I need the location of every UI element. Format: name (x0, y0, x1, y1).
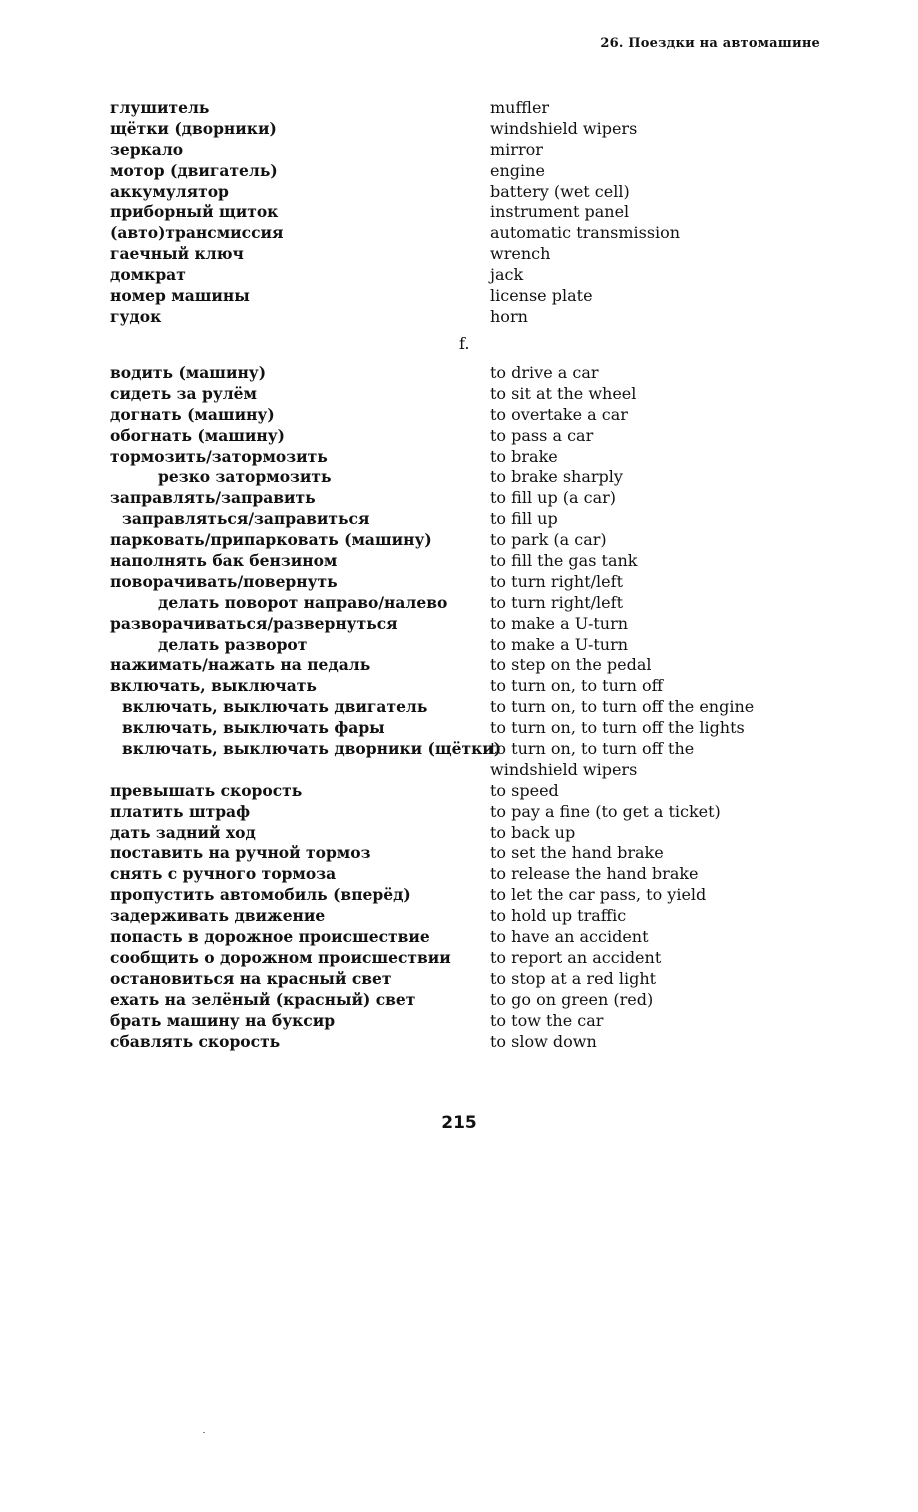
russian-term: пропустить автомобиль (вперёд) (110, 885, 411, 905)
russian-term: щётки (дворники) (110, 118, 277, 138)
vocab-row (110, 864, 810, 885)
russian-term: нажимать/нажать на педаль (110, 655, 371, 675)
english-term: mirror (490, 139, 543, 159)
russian-term: сообщить о дорожном происшествии (110, 947, 451, 967)
russian-term: номер машины (110, 286, 250, 306)
english-term: to tow the car (490, 1010, 604, 1030)
russian-term: снять с ручного тормоза (110, 864, 337, 884)
english-term: to speed (490, 780, 559, 800)
english-term: to fill up (a car) (490, 488, 617, 508)
vocab-row (110, 614, 810, 635)
russian-term: ехать на зелёный (красный) свет (110, 989, 416, 1009)
english-term: to go on green (red) (490, 989, 654, 1009)
english-term: to release the hand brake (490, 864, 699, 884)
vocab-row (110, 739, 810, 760)
vocab-row (110, 405, 810, 426)
vocab-row (110, 244, 810, 265)
car-parts-vocabulary-list (110, 98, 810, 328)
vocab-row (110, 140, 810, 161)
vocab-row (110, 697, 810, 718)
russian-term: зеркало (110, 139, 184, 159)
russian-term: включать, выключать фары (122, 718, 385, 738)
russian-term: делать поворот направо/налево (158, 592, 448, 612)
vocab-row (110, 223, 810, 244)
russian-term: превышать скорость (110, 780, 303, 800)
vocab-row (110, 802, 810, 823)
vocab-row (110, 530, 810, 551)
english-term: windshield wipers (490, 118, 638, 138)
russian-term: гудок (110, 306, 162, 326)
vocab-row (110, 202, 810, 223)
vocab-row (110, 823, 810, 844)
english-term: engine (490, 160, 545, 180)
vocab-row (110, 265, 810, 286)
english-term: to park (a car) (490, 530, 607, 550)
russian-term: аккумулятор (110, 181, 229, 201)
english-term: to pay a fine (to get a ticket) (490, 801, 721, 821)
vocab-row (110, 635, 810, 656)
page-number: 215 (441, 1113, 477, 1133)
russian-term: поставить на ручной тормоз (110, 843, 371, 863)
vocab-row (110, 906, 810, 927)
russian-term: сбавлять скорость (110, 1031, 281, 1051)
russian-term: приборный щиток (110, 202, 279, 222)
english-term: to fill up (490, 509, 558, 529)
english-term: to drive a car (490, 363, 599, 382)
vocab-row (110, 927, 810, 948)
vocab-row (110, 467, 810, 488)
russian-term: дать задний ход (110, 822, 256, 842)
vocab-row (110, 447, 810, 468)
russian-term: наполнять бак бензином (110, 551, 338, 571)
vocab-row (110, 363, 810, 384)
english-term: to turn on, to turn off the (490, 739, 695, 759)
english-term: license plate (490, 286, 593, 306)
russian-term: водить (машину) (110, 363, 267, 382)
english-term: to make a U-turn (490, 634, 629, 654)
vocab-row-continuation (110, 760, 810, 781)
russian-term: поворачивать/повернуть (110, 571, 338, 591)
english-term: to turn on, to turn off (490, 676, 663, 696)
running-header: 26. Поездки на автомашине (600, 36, 820, 51)
russian-term: заправляться/заправиться (122, 509, 370, 529)
english-term: to set the hand brake (490, 843, 664, 863)
russian-term: домкрат (110, 265, 186, 285)
vocab-row (110, 1032, 810, 1053)
english-term: to have an accident (490, 927, 649, 947)
english-term: to step on the pedal (490, 655, 652, 675)
russian-term: разворачиваться/развернуться (110, 613, 398, 633)
english-term: to overtake a car (490, 404, 628, 424)
vocab-row (110, 98, 810, 119)
russian-term: включать, выключать двигатель (122, 697, 428, 717)
vocab-row (110, 307, 810, 328)
english-term: to turn on, to turn off the engine (490, 697, 755, 717)
russian-term: включать, выключать дворники (щётки) (122, 739, 502, 759)
vocab-row (110, 593, 810, 614)
russian-term: мотор (двигатель) (110, 160, 278, 180)
english-term: windshield wipers (490, 759, 638, 779)
russian-term: парковать/припарковать (машину) (110, 530, 432, 550)
english-term: muffler (490, 98, 550, 117)
vocab-row (110, 969, 810, 990)
vocab-row (110, 182, 810, 203)
english-term: battery (wet cell) (490, 181, 630, 201)
english-term: instrument panel (490, 202, 630, 222)
english-term: to back up (490, 822, 576, 842)
section-letter: f. (459, 334, 470, 353)
vocab-row (110, 509, 810, 530)
russian-term: глушитель (110, 98, 210, 117)
russian-term: задерживать движение (110, 906, 326, 926)
vocab-row (110, 572, 810, 593)
russian-term: обогнать (машину) (110, 425, 286, 445)
vocab-row (110, 948, 810, 969)
russian-term: догнать (машину) (110, 404, 275, 424)
russian-term: включать, выключать (110, 676, 317, 696)
russian-term: тормозить/затормозить (110, 446, 328, 466)
vocab-row (110, 488, 810, 509)
vocab-row (110, 426, 810, 447)
russian-term: платить штраф (110, 801, 251, 821)
english-term: wrench (490, 244, 551, 264)
vocab-row (110, 286, 810, 307)
vocab-row (110, 718, 810, 739)
russian-term: остановиться на красный свет (110, 968, 392, 988)
english-term: automatic transmission (490, 223, 681, 243)
vocab-row (110, 843, 810, 864)
russian-term: сидеть за рулём (110, 383, 257, 403)
english-term: to turn right/left (490, 592, 623, 612)
vocab-row (110, 119, 810, 140)
english-term: to brake sharply (490, 467, 623, 487)
english-term: to let the car pass, to yield (490, 885, 707, 905)
vocab-row (110, 781, 810, 802)
english-term: to report an accident (490, 947, 662, 967)
english-term: to sit at the wheel (490, 383, 637, 403)
english-term: to make a U-turn (490, 613, 629, 633)
vocab-row (110, 384, 810, 405)
english-term: jack (490, 265, 524, 285)
english-term: to pass a car (490, 425, 594, 445)
english-term: to brake (490, 446, 558, 466)
russian-term: делать разворот (158, 634, 308, 654)
english-term: to hold up traffic (490, 906, 627, 926)
russian-term: (авто)трансмиссия (110, 223, 284, 243)
vocab-row (110, 655, 810, 676)
vocab-row (110, 990, 810, 1011)
russian-term: заправлять/заправить (110, 488, 316, 508)
vocab-row (110, 551, 810, 572)
russian-term: гаечный ключ (110, 244, 244, 264)
english-term: to fill the gas tank (490, 551, 638, 571)
scan-speck (203, 1432, 205, 1433)
english-term: to stop at a red light (490, 968, 657, 988)
russian-term: резко затормозить (158, 467, 332, 487)
vocab-row (110, 885, 810, 906)
russian-term: попасть в дорожное происшествие (110, 927, 430, 947)
driving-verbs-vocabulary-list (110, 363, 810, 1052)
vocab-row (110, 1011, 810, 1032)
vocab-row (110, 676, 810, 697)
english-term: horn (490, 306, 528, 326)
english-term: to turn on, to turn off the lights (490, 718, 745, 738)
vocab-row (110, 161, 810, 182)
english-term: to slow down (490, 1031, 597, 1051)
english-term: to turn right/left (490, 571, 623, 591)
russian-term: брать машину на буксир (110, 1010, 336, 1030)
